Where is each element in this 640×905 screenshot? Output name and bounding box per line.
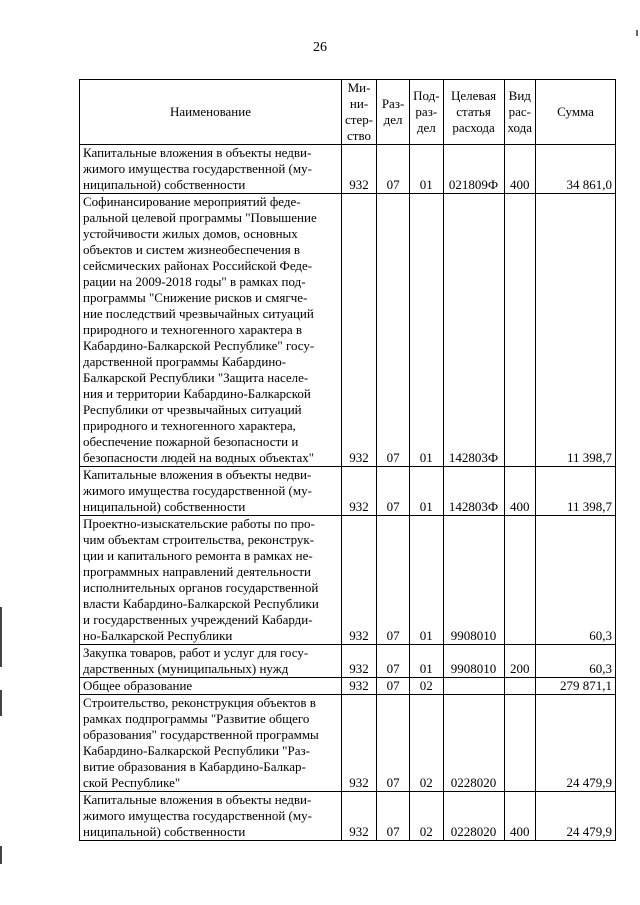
page-number: 26 bbox=[313, 40, 327, 55]
row-expense-type: 400 bbox=[504, 792, 536, 841]
row-ministry: 932 bbox=[342, 695, 377, 792]
row-section: 07 bbox=[377, 516, 410, 645]
row-expense-type bbox=[504, 678, 536, 695]
header-expense-type: Вид рас- хода bbox=[504, 80, 536, 145]
table-row bbox=[80, 645, 616, 678]
budget-table bbox=[79, 79, 616, 841]
row-subsection: 01 bbox=[410, 516, 443, 645]
row-target: 142803Ф bbox=[443, 467, 504, 516]
table-row bbox=[80, 792, 616, 841]
scan-margin-mark bbox=[0, 690, 2, 716]
row-section: 07 bbox=[377, 145, 410, 194]
row-name: Проектно-изыскательские работы по про- чим объектам строительства, реконструк- ции и капитального ремонта в рамках не- программных направлений деятельности исполнительных органов государственной власти Кабардино-Балкарской Республики и государственных учреждений Кабарди- но-Балкарской Республики bbox=[80, 516, 342, 645]
row-target: 142803Ф bbox=[443, 194, 504, 467]
row-target: 9908010 bbox=[443, 645, 504, 678]
row-amount: 60,3 bbox=[536, 645, 616, 678]
table-row bbox=[80, 467, 616, 516]
row-target: 021809Ф bbox=[443, 145, 504, 194]
table-row bbox=[80, 516, 616, 645]
row-name: Закупка товаров, работ и услуг для госу- дарственных (муниципальных) нужд bbox=[80, 645, 342, 678]
row-ministry: 932 bbox=[342, 678, 377, 695]
scan-margin-mark bbox=[0, 607, 2, 667]
row-expense-type: 200 bbox=[504, 645, 536, 678]
row-amount: 34 861,0 bbox=[536, 145, 616, 194]
row-name: Софинансирование мероприятий феде- ральной целевой программы "Повышение устойчивости жилых домов, основных объектов и систем жизнеобеспечения в сейсмических районах Российской Феде- рации на 2009-2018 годы" в рамках под- программы "Снижение рисков и смягче- ние последствий чрезвычайных ситуаций природного и техногенного характера в Кабардино-Балкарской Республике" госу- дарственной программы Кабардино- Балкарской Республики "Защита населе- ния и территории Кабардино-Балкарской Республики от чрезвычайных ситуаций природного и техногенного характера, обеспечение пожарной безопасности и безопасности людей на водных объектах" bbox=[80, 194, 342, 467]
row-name: Капитальные вложения в объекты недви- жимого имущества государственной (му- ниципальной) собственности bbox=[80, 467, 342, 516]
row-expense-type bbox=[504, 194, 536, 467]
table-row bbox=[80, 194, 616, 467]
row-target bbox=[443, 678, 504, 695]
row-target: 9908010 bbox=[443, 516, 504, 645]
row-subsection: 01 bbox=[410, 145, 443, 194]
row-expense-type bbox=[504, 516, 536, 645]
row-subsection: 01 bbox=[410, 467, 443, 516]
row-expense-type bbox=[504, 695, 536, 792]
row-subsection: 02 bbox=[410, 678, 443, 695]
row-amount: 11 398,7 bbox=[536, 194, 616, 467]
scan-margin-mark bbox=[0, 846, 2, 864]
row-section: 07 bbox=[377, 792, 410, 841]
table-row bbox=[80, 678, 616, 695]
row-ministry: 932 bbox=[342, 145, 377, 194]
table-row bbox=[80, 145, 616, 194]
row-amount: 24 479,9 bbox=[536, 695, 616, 792]
row-subsection: 02 bbox=[410, 695, 443, 792]
row-section: 07 bbox=[377, 695, 410, 792]
row-amount: 24 479,9 bbox=[536, 792, 616, 841]
row-amount: 279 871,1 bbox=[536, 678, 616, 695]
row-section: 07 bbox=[377, 467, 410, 516]
row-name: Капитальные вложения в объекты недви- жимого имущества государственной (му- ниципальной) собственности bbox=[80, 145, 342, 194]
row-ministry: 932 bbox=[342, 792, 377, 841]
header-section: Раз- дел bbox=[377, 80, 410, 145]
row-ministry: 932 bbox=[342, 645, 377, 678]
header-subsection: Под- раз- дел bbox=[410, 80, 443, 145]
header-target: Целевая статья расхода bbox=[443, 80, 504, 145]
row-ministry: 932 bbox=[342, 194, 377, 467]
row-amount: 60,3 bbox=[536, 516, 616, 645]
header-amount: Сумма bbox=[536, 80, 616, 145]
row-section: 07 bbox=[377, 678, 410, 695]
row-expense-type: 400 bbox=[504, 145, 536, 194]
row-expense-type: 400 bbox=[504, 467, 536, 516]
scan-edge-mark bbox=[636, 30, 638, 36]
row-amount: 11 398,7 bbox=[536, 467, 616, 516]
row-target: 0228020 bbox=[443, 695, 504, 792]
row-target: 0228020 bbox=[443, 792, 504, 841]
row-ministry: 932 bbox=[342, 516, 377, 645]
row-name: Общее образование bbox=[80, 678, 342, 695]
row-subsection: 01 bbox=[410, 194, 443, 467]
header-name: Наименование bbox=[80, 80, 342, 145]
row-section: 07 bbox=[377, 194, 410, 467]
table-header-row bbox=[80, 80, 616, 145]
header-ministry: Ми- ни- стер- ство bbox=[342, 80, 377, 145]
row-section: 07 bbox=[377, 645, 410, 678]
table-row bbox=[80, 695, 616, 792]
row-subsection: 01 bbox=[410, 645, 443, 678]
row-name: Капитальные вложения в объекты недви- жимого имущества государственной (му- ниципальной) собственности bbox=[80, 792, 342, 841]
row-name: Строительство, реконструкция объектов в рамках подпрограммы "Развитие общего образования" государственной программы Кабардино-Балкарской Республики "Раз- витие образования в Кабардино-Балкар- ской Республике" bbox=[80, 695, 342, 792]
row-ministry: 932 bbox=[342, 467, 377, 516]
row-subsection: 02 bbox=[410, 792, 443, 841]
